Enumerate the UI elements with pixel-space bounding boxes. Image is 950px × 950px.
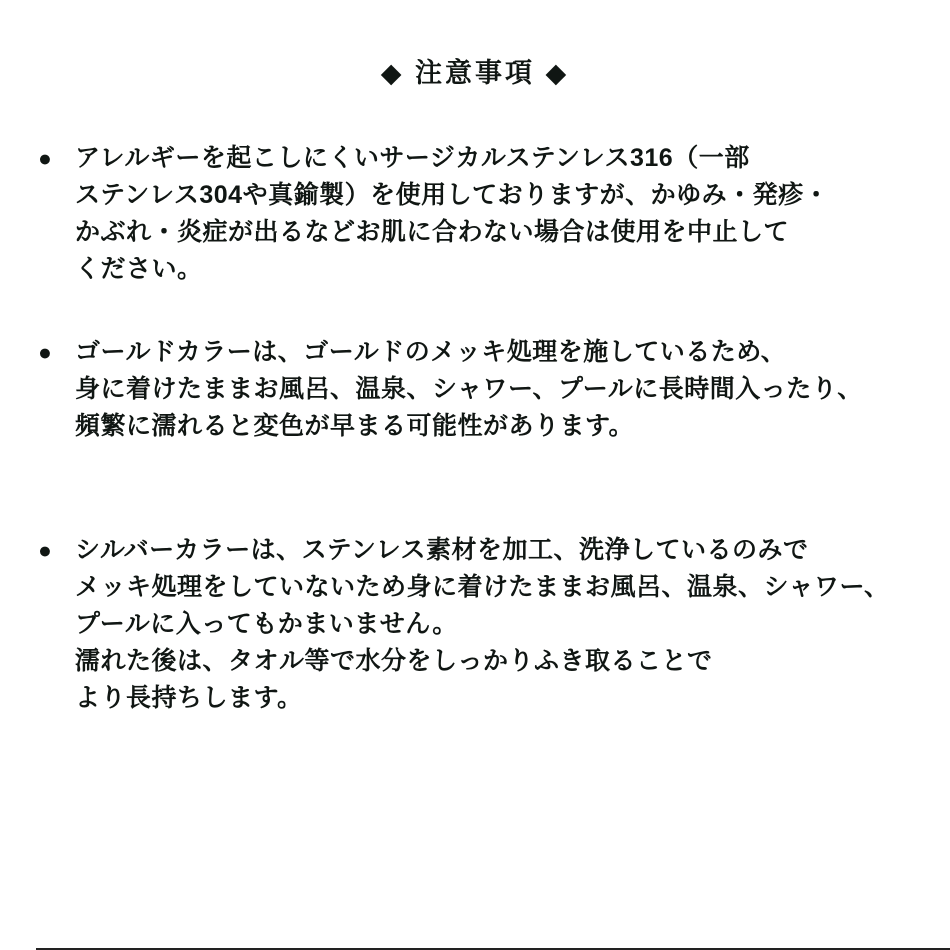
- notice-item-gold: [38, 334, 930, 445]
- notice-line: シルバーカラーは、ステンレス素材を加工、洗浄しているのみで: [75, 536, 809, 564]
- notice-line: 身に着けたままお風呂、温泉、シャワー、プールに長時間入ったり、: [75, 375, 863, 403]
- page-title: ◆ 注意事項 ◆: [380, 58, 570, 88]
- notice-line: ステンレス304や真鍮製）を使用しておりますが、かゆみ・発疹・: [75, 181, 830, 209]
- notice-list: [0, 140, 950, 717]
- notice-item-stainless: [38, 140, 930, 288]
- notice-item-silver: [38, 532, 930, 717]
- notice-line: プールに入ってもかまいません。: [75, 610, 458, 638]
- notice-line: アレルギーを起こしにくいサージカルステンレス316（一部: [75, 144, 750, 172]
- notice-line: メッキ処理をしていないため身に着けたままお風呂、温泉、シャワー、: [75, 573, 890, 601]
- bullet-icon: ●: [38, 339, 52, 365]
- notice-text: [75, 532, 930, 717]
- bullet-icon: ●: [38, 145, 52, 171]
- notice-line: ください。: [75, 255, 203, 283]
- notice-line: 頻繁に濡れると変色が早まる可能性があります。: [75, 412, 635, 440]
- bullet-icon: ●: [38, 537, 52, 563]
- notice-text: [75, 334, 930, 445]
- notice-line: ゴールドカラーは、ゴールドのメッキ処理を施しているため、: [75, 338, 787, 366]
- notice-line: より長持ちします。: [75, 684, 303, 712]
- notice-text: [75, 140, 930, 288]
- notice-line: かぶれ・炎症が出るなどお肌に合わない場合は使用を中止して: [75, 218, 790, 246]
- notice-line: 濡れた後は、タオル等で水分をしっかりふき取ることで: [75, 647, 713, 675]
